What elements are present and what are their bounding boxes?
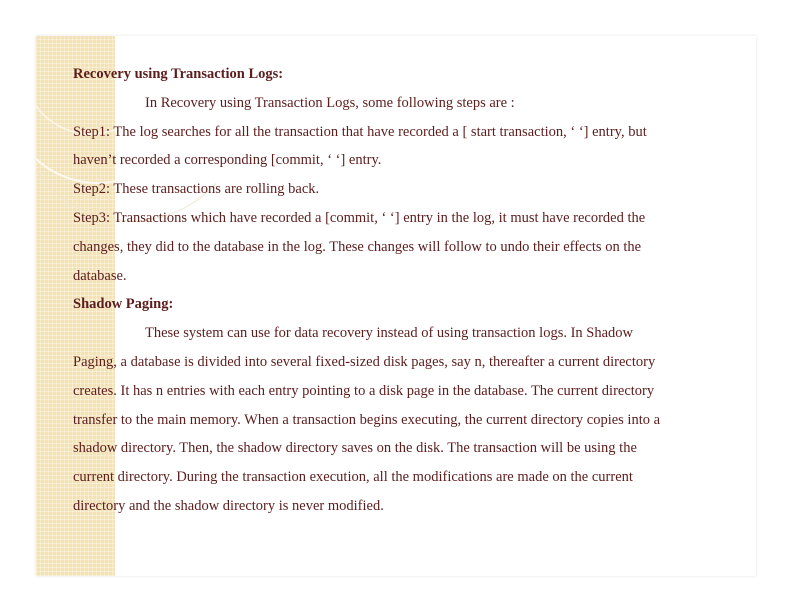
heading-recovery-transaction-logs: Recovery using Transaction Logs: bbox=[73, 66, 284, 82]
text-line: These system can use for data recovery instead of using transaction logs. In Shadow bbox=[145, 325, 634, 342]
text-line: Step1: The log searches for all the transaction that have recorded a [ start transaction, ‘ ‘] entry, but bbox=[73, 123, 647, 140]
text-line: In Recovery using Transaction Logs, some following steps are : bbox=[145, 94, 515, 111]
text-line: Step2: These transactions are rolling back. bbox=[73, 181, 320, 198]
text-line: directory and the shadow directory is never modified. bbox=[73, 497, 384, 514]
text-line: changes, they did to the database in the log. These changes will follow to undo their effects on the bbox=[73, 238, 642, 255]
text-line: shadow directory. Then, the shadow directory saves on the disk. The transaction will be using the bbox=[73, 440, 637, 457]
slide bbox=[36, 36, 756, 576]
text-line: database. bbox=[73, 267, 127, 284]
text-line: creates. It has n entries with each entry pointing to a disk page in the database. The current directory bbox=[73, 382, 655, 399]
text-line: current directory. During the transaction execution, all the modifications are made on the current bbox=[73, 469, 633, 486]
text-line: Step3: Transactions which have recorded a [commit, ‘ ‘] entry in the log, it must have recorded the bbox=[73, 209, 646, 226]
heading-shadow-paging: Shadow Paging: bbox=[73, 296, 174, 313]
text-line: Paging, a database is divided into several fixed-sized disk pages, say n, thereafter a current directory bbox=[73, 353, 656, 370]
text-line: transfer to the main memory. When a transaction begins executing, the current directory copies into a bbox=[73, 411, 661, 428]
slide-content bbox=[73, 60, 729, 521]
text-line: haven’t recorded a corresponding [commit, ‘ ‘] entry. bbox=[73, 152, 382, 169]
